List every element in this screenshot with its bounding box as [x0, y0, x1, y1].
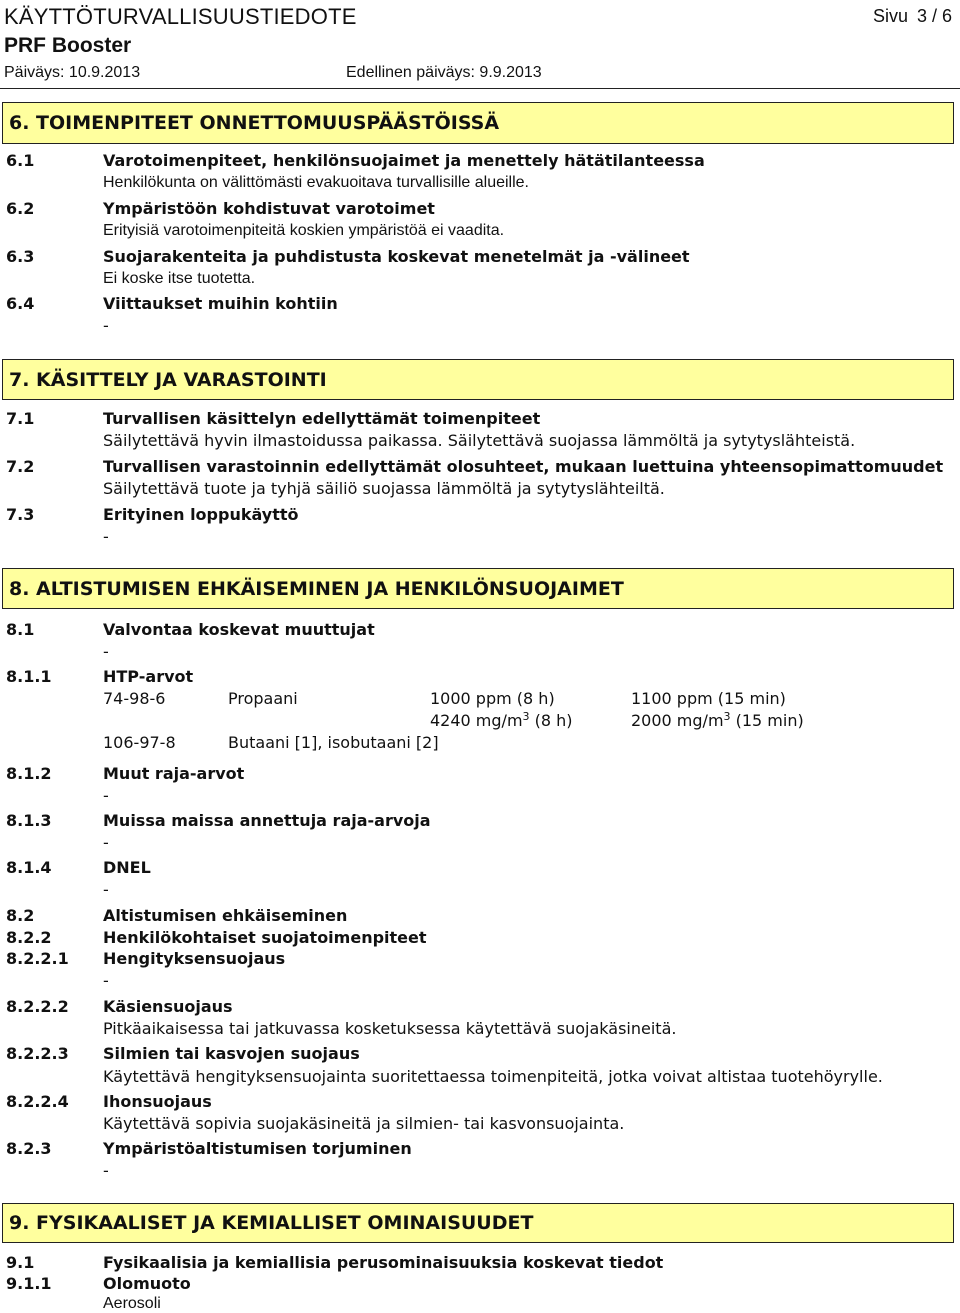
section-8-1-text: -	[103, 642, 109, 661]
section-8-2-2-3-text: Käytettävä hengityksensuojainta suoritettaessa toimenpiteitä, jotka voivat altistaa tuotehöyrylle.	[103, 1067, 883, 1086]
section-8-2-number: 8.2	[6, 906, 35, 925]
htp-name-propane: Propaani	[228, 689, 298, 708]
section-8-1-3-title: Muissa maissa annettuja raja-arvoja	[103, 811, 431, 830]
htp-value-15min-ppm: 1100 ppm (15 min)	[631, 689, 786, 708]
section-7-3-text: -	[103, 527, 109, 546]
section-8-1-4-title: DNEL	[103, 858, 151, 877]
section-8-1-3-number: 8.1.3	[6, 811, 52, 830]
section-8-1-4-text: -	[103, 880, 109, 899]
section-6-2-title: Ympäristöön kohdistuvat varotoimet	[103, 199, 435, 218]
product-name: PRF Booster	[4, 34, 132, 57]
htp-value-15min-mg: 2000 $mg/m^3$ (15 min)	[631, 710, 804, 730]
section-8-1-2-title: Muut raja-arvot	[103, 764, 245, 783]
section-6-heading: 6. TOIMENPITEET ONNETTOMUUSPÄÄSTÖISSÄ	[2, 102, 954, 144]
section-8-1-1-title: HTP-arvot	[103, 667, 194, 686]
header-divider	[0, 88, 960, 89]
page-label: Sivu	[873, 6, 909, 26]
htp-cas-propane: 74-98-6	[103, 689, 166, 708]
htp-value-8h-ppm: 1000 ppm (8 h)	[430, 689, 555, 708]
section-8-1-1-number: 8.1.1	[6, 667, 52, 686]
section-7-1-title: Turvallisen käsittelyn edellyttämät toimenpiteet	[103, 409, 541, 428]
htp-value-8h-mg: 4240 $mg/m^3$ (8 h)	[430, 710, 573, 730]
section-6-3-number: 6.3	[6, 247, 35, 266]
section-9-1-1-title: Olomuoto	[103, 1274, 191, 1293]
section-7-3-number: 7.3	[6, 505, 35, 524]
section-8-2-3-text: -	[103, 1161, 109, 1180]
section-8-2-2-4-title: Ihonsuojaus	[103, 1092, 212, 1111]
section-7-1-number: 7.1	[6, 409, 35, 428]
section-7-3-title: Erityinen loppukäyttö	[103, 505, 299, 524]
section-8-2-2-2-number: 8.2.2.2	[6, 997, 69, 1016]
section-8-1-number: 8.1	[6, 620, 35, 639]
page-indicator	[873, 6, 952, 27]
section-8-2-2-3-title: Silmien tai kasvojen suojaus	[103, 1044, 360, 1063]
document-title: KÄYTTÖTURVALLISUUSTIEDOTE	[4, 4, 357, 29]
section-6-3-title: Suojarakenteita ja puhdistusta koskevat menetelmät ja -välineet	[103, 247, 690, 266]
section-7-2-text: Säilytettävä tuote ja tyhjä säiliö suojassa lämmöltä ja sytytyslähteiltä.	[103, 479, 665, 498]
section-8-2-2-number: 8.2.2	[6, 928, 52, 947]
section-8-2-2-4-number: 8.2.2.4	[6, 1092, 69, 1111]
section-8-2-3-number: 8.2.3	[6, 1139, 52, 1158]
section-8-2-2-title: Henkilökohtaiset suojatoimenpiteet	[103, 928, 427, 947]
section-8-2-2-2-text: Pitkäaikaisessa tai jatkuvassa kosketuksessa käytettävä suojakäsineitä.	[103, 1019, 677, 1038]
section-8-2-2-1-text: -	[103, 971, 109, 990]
section-6-2-text: Erityisiä varotoimenpiteitä koskien ympäristöä ei vaadita.	[103, 222, 505, 239]
section-9-heading: 9. FYSIKAALISET JA KEMIALLISET OMINAISUUDET	[2, 1203, 954, 1243]
section-8-2-2-1-number: 8.2.2.1	[6, 949, 69, 968]
section-9-1-number: 9.1	[6, 1253, 35, 1272]
section-8-2-2-1-title: Hengityksensuojaus	[103, 949, 286, 968]
section-6-3-text: Ei koske itse tuotetta.	[103, 270, 256, 287]
section-8-2-2-3-number: 8.2.2.3	[6, 1044, 69, 1063]
section-8-1-4-number: 8.1.4	[6, 858, 52, 877]
section-9-1-1-number: 9.1.1	[6, 1274, 52, 1293]
section-8-heading: 8. ALTISTUMISEN EHKÄISEMINEN JA HENKILÖNSUOJAIMET	[2, 568, 954, 609]
section-9-1-title: Fysikaalisia ja kemiallisia perusominaisuuksia koskevat tiedot	[103, 1253, 664, 1272]
section-7-2-number: 7.2	[6, 457, 35, 476]
section-6-1-text: Henkilökunta on välittömästi evakuoitava turvallisille alueille.	[103, 174, 529, 191]
section-6-1-title: Varotoimenpiteet, henkilönsuojaimet ja menettely hätätilanteessa	[103, 151, 705, 170]
section-6-4-number: 6.4	[6, 294, 35, 313]
section-8-1-2-text: -	[103, 786, 109, 805]
section-6-2-number: 6.2	[6, 199, 35, 218]
section-8-2-2-2-title: Käsiensuojaus	[103, 997, 233, 1016]
section-8-2-2-4-text: Käytettävä sopivia suojakäsineitä ja silmien- tai kasvonsuojainta.	[103, 1114, 625, 1133]
section-8-1-title: Valvontaa koskevat muuttujat	[103, 620, 375, 639]
section-6-4-text: -	[103, 316, 109, 335]
htp-name-butane: Butaani [1], isobutaani [2]	[228, 733, 439, 752]
section-8-1-2-number: 8.1.2	[6, 764, 52, 783]
section-8-2-3-title: Ympäristöaltistumisen torjuminen	[103, 1139, 412, 1158]
htp-cas-butane: 106-97-8	[103, 733, 176, 752]
section-6-1-number: 6.1	[6, 151, 35, 170]
section-9-1-1-text: Aerosoli	[103, 1295, 161, 1312]
section-6-4-title: Viittaukset muihin kohtiin	[103, 294, 338, 313]
section-8-2-title: Altistumisen ehkäiseminen	[103, 906, 348, 925]
issue-date: Päiväys: 10.9.2013	[4, 64, 141, 81]
previous-date: Edellinen päiväys: 9.9.2013	[346, 64, 542, 81]
section-8-1-3-text: -	[103, 833, 109, 852]
section-7-1-text: Säilytettävä hyvin ilmastoidussa paikassa. Säilytettävä suojassa lämmöltä ja sytytyslähteistä.	[103, 431, 856, 450]
section-7-heading: 7. KÄSITTELY JA VARASTOINTI	[2, 359, 954, 400]
section-7-2-title: Turvallisen varastoinnin edellyttämät olosuhteet, mukaan luettuina yhteensopimattomuudet	[103, 457, 944, 476]
page-number: 3 / 6	[917, 6, 953, 26]
